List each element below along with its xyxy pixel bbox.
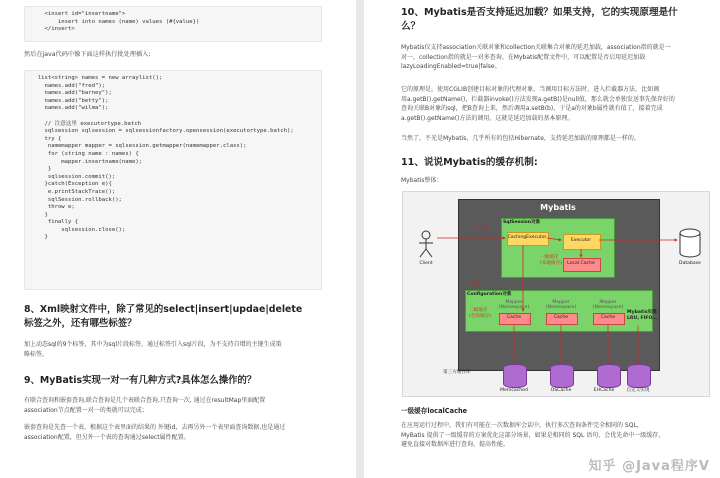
paragraph-q9-a-line1: 有联合查询和嵌套查询,联合查询是几个表联合查询,只查询一次, 通过在resultMap里面配置 (24, 397, 266, 404)
mapper-3-namespace: (Namespace) (592, 305, 624, 310)
store-custom: 自定义实现 (626, 388, 650, 393)
paragraph-local-cache-line2: MyBatis 提供了一级缓存的方案优化这部分场景，如果是相同的 SQL 语句，会优先命中一级缓存， (401, 431, 665, 439)
mybatis-title: Mybatis (540, 203, 576, 212)
heading-local-cache: 一级缓存localCache (401, 407, 468, 415)
paragraph-q10-b-line2: 用a.getB().getName()，拦截器invoke()方法发现a.getB()是null值，那么就会单独发送事先保存好的 (401, 95, 675, 103)
cache-store-cylinder-3 (597, 364, 621, 388)
paragraph-java: 然后在java代码中像下面这样执行批处理插入: (24, 51, 151, 58)
store-memcached: Memcached (500, 388, 528, 393)
configuration-label: Configuration对象 (467, 292, 512, 297)
heading-q9: 9、MyBatis实现一对一有几种方式?具体怎么操作的？ (24, 375, 257, 386)
paragraph-q9-b-line1: 嵌套查询是先查一个表，根据这个表里面的结果的 外键id，去再另外一个表里面查询数据,也是通过 (24, 424, 286, 431)
heading-q11: 11、说说Mybatis的缓存机制: (401, 157, 538, 168)
code-block-batch: list<string> names = new arraylist(); names.add("fred"); names.add("barney"); names.add("betty"); names.add("wilma"); // 注意这里 executortype.batch sqlsession sqlsession = sqlsessionfactory.opensession(executortype.batch); try { namemapper mapper = sqlsession.getmapper(namemapper.class); for (string name : names) { mapper.insertname(name); } sqlsession.commit(); }catch(Exception e){ e.printStackTrace(); sqlSession.rollback(); throw e; } finally { sqlsession.close(); } (24, 70, 322, 290)
heading-q10-line1: 10、Mybatis是否支持延迟加载？如果支持，它的实现原理是什 (401, 7, 678, 18)
paragraph-local-cache (401, 421, 664, 450)
paragraph-q8 (24, 340, 282, 359)
heading-q8-line1: 8、Xml映射文件中，除了常见的select|insert|updae|delete (24, 304, 303, 315)
third-party-label: 第三方缓存库 (443, 370, 471, 375)
paragraph-q8-line2: 略标签。 (24, 350, 49, 358)
mapper-3-cache-label: Cache (600, 315, 616, 320)
global-label: 全局 (471, 282, 481, 287)
mapper-3-label: Mapper (599, 300, 617, 305)
paragraph-q10-a (401, 43, 671, 72)
mapper-2-cache-label: Cache (553, 315, 569, 320)
level2-label: 二级缓存 (全局缓存) (469, 308, 491, 319)
mapper-1-label: Mapper (505, 300, 523, 305)
mapper-2-label: Mapper (552, 300, 570, 305)
heading-q8-line2: 标签之外，还有哪些标签？ (24, 318, 137, 329)
sqlsession-label: SqlSession对象 (503, 220, 541, 225)
paragraph-q8-line1: 加上动态sql的9个标签，其中为sql片段标签，通过标签引入sql片段，为不支持自增的主键生成策 (24, 341, 282, 348)
store-oscache: OSCache (550, 388, 572, 393)
heading-q10-line2: 么？ (401, 21, 421, 32)
client-label: Client (419, 261, 433, 266)
paragraph-q9-b-line2: association配置，但另外一个表的查询通过select属性配置。 (24, 433, 190, 441)
heading-q8 (24, 303, 302, 331)
paragraph-q9-b (24, 423, 285, 442)
executor-label: Executor (570, 238, 592, 243)
mapper-1-namespace: (Namespace) (498, 305, 530, 310)
level1-label: 一级缓存 (本地缓存) (540, 255, 562, 266)
paragraph-q9-a-line2: association节点配置一对一的类就可以完成； (24, 406, 148, 414)
local-cache-label: Local Cache (567, 261, 595, 266)
cache-store-cylinder-2 (550, 364, 574, 388)
watermark: 知乎 @Java程序V (588, 459, 710, 474)
first-query-label: 一次会话 (471, 226, 490, 231)
paragraph-q10-a-line1: Mybatis仅支持association关联对象和collection关联集合对象的延迟加载，association指的就是一 (401, 44, 671, 51)
mybatis-impl-label: Mybatis实现 LRU, FIFO... (627, 310, 658, 321)
code-block-insert: <insert id="insertname"> insert into names (name) values (#{value}) </insert> (24, 6, 322, 42)
paragraph-local-cache-line1: 在应用运行过程中，我们有可能在一次数据库会话中，执行多次查询条件完全相同的 SQL， (401, 422, 643, 429)
mapper-1-cache-label: Cache (506, 315, 522, 320)
paragraph-q10-b-line4: a.getB().getName()方法的调用。这就是延迟加载的基本原理。 (401, 114, 574, 122)
paragraph-q9-a (24, 396, 265, 415)
left-page (0, 0, 356, 478)
paragraph-q10-b-line1: 它的原理是，使用CGLIB创建目标对象的代理对象，当调用目标方法时，进入拦截器方法，比如调 (401, 86, 660, 93)
paragraph-local-cache-line3: 避免直接对数据库进行查询，提高性能。 (401, 441, 510, 449)
heading-q10 (401, 6, 678, 34)
cache-store-cylinder-4 (627, 364, 651, 388)
paragraph-q10-c: 当然了，不光是Mybatis，几乎所有的包括Hibernate，支持延迟加载的原理都是一样的。 (401, 135, 640, 142)
paragraph-q10-b (401, 85, 675, 123)
mapper-2-namespace: (Namespace) (545, 305, 577, 310)
paragraph-q10-a-line3: lazyLoadingEnabled=true|false。 (401, 63, 501, 71)
caching-executor-label: CachingExecutor (507, 235, 547, 240)
paragraph-q10-b-line3: 查询关联B对象的sql，把B查询上来，然后调用a.setB(b)，于是a的对象b属性就有值了，接着完成 (401, 105, 663, 113)
paragraph-q10-a-line2: 对一，collection指的就是一对多查询。在Mybatis配置文件中，可以配置是否启用延迟加载 (401, 53, 646, 61)
paragraph-q11: Mybatis整体： (401, 177, 443, 184)
mybatis-architecture-diagram (402, 191, 710, 397)
database-label: Database (679, 261, 701, 266)
store-ehcache: EHCache (593, 388, 615, 393)
cache-store-cylinder-1 (503, 364, 527, 388)
